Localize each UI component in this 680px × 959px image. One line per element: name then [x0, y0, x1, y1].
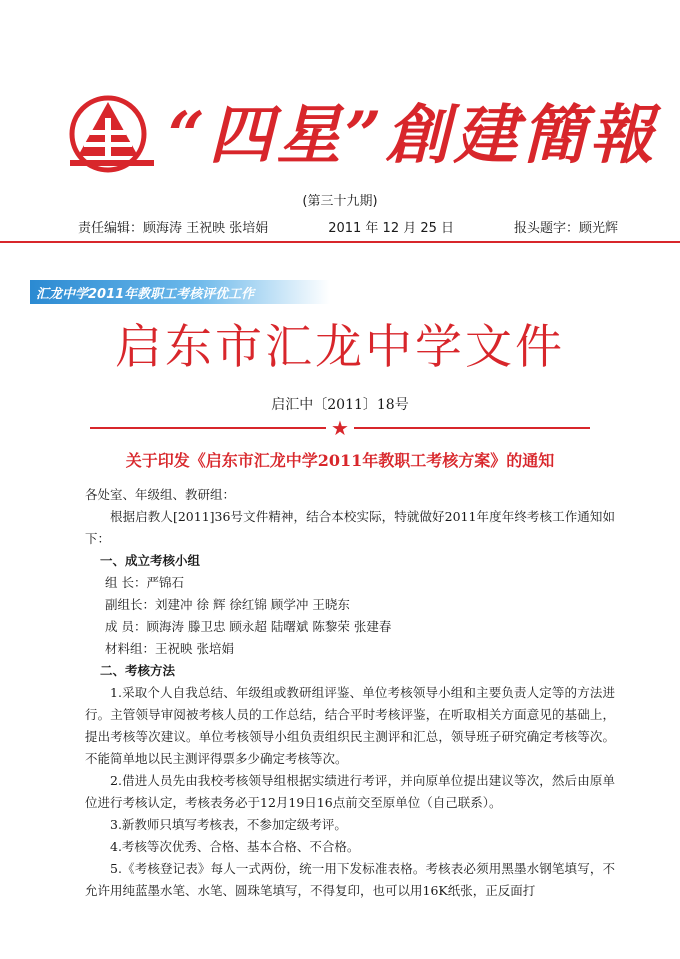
header-divider — [0, 241, 680, 243]
method-item: 2.借进人员先由我校考核领导组根据实绩进行考评，并向原单位提出建议等次，然后由原单位进行考核认定，考核表务必于12月19日16点前交至原单位（自己联系）。 — [85, 773, 615, 810]
intro-paragraph: 根据启教人[2011]36号文件精神，结合本校实际，特就做好2011年度年终考核工作通知如下： — [85, 509, 615, 546]
notice-title: 关于印发《启东市汇龙中学2011年教职工考核方案》的通知 — [125, 451, 555, 470]
greeting: 各处室、年级组、教研组： — [85, 487, 236, 502]
method-item: 4.考核等次优秀、合格、基本合格、不合格。 — [110, 839, 360, 854]
member-line: 成 员：顾海涛 滕卫忠 顾永超 陆曙斌 陈黎荣 张建春 — [105, 619, 392, 634]
calligraphy-credit: 报头题字：顾光辉 — [513, 221, 618, 236]
section-heading: 一、成立考核小组 — [100, 553, 201, 568]
method-item: 5.《考核登记表》每人一式两份，统一用下发标准表格。考核表必须用黑墨水钢笔填写，不允许用纯蓝墨水笔、水笔、圆珠笔填写，不得复印，也可以用16K纸张，正反面打 — [85, 861, 615, 898]
member-line: 材料组：王祝映 张培娟 — [105, 641, 234, 656]
document-number: 启汇中〔2011〕18号 — [271, 397, 409, 413]
notice-body — [85, 484, 615, 902]
issue-number: (第三十九期) — [302, 194, 378, 209]
masthead-title: “四星”創建簡報 — [168, 98, 658, 173]
star-icon: ★ — [331, 416, 349, 440]
document-title: 启东市汇龙中学文件 — [115, 320, 565, 375]
editors: 责任编辑：顾海涛 王祝映 张培娟 — [78, 221, 269, 236]
method-item: 1.采取个人自我总结、年级组或教研组评鉴、单位考核领导小组和主要负责人定等的方法进行。主管领导审阅被考核人员的工作总结，结合平时考核评鉴，在听取相关方面意见的基础上，提出考核等次建议。单位考核领导小组负责组织民主测评和汇总，领导班子研究确定考核等次。不能简单地以民主测评得票多少确定考核等次。 — [85, 685, 615, 766]
publish-date: 2011 年 12 月 25 日 — [328, 221, 455, 236]
divider-right — [354, 427, 590, 429]
divider-left — [90, 427, 326, 429]
method-item: 3.新教师只填写考核表，不参加定级考评。 — [110, 817, 347, 832]
section-banner-text: 汇龙中学2011年教职工考核评优工作 — [36, 287, 255, 302]
section-heading: 二、考核方法 — [100, 663, 176, 678]
school-logo — [64, 90, 160, 174]
editor-line — [78, 217, 618, 236]
member-line: 组 长：严锦石 — [105, 575, 184, 590]
member-line: 副组长：刘建冲 徐 辉 徐红锦 顾学冲 王晓东 — [105, 597, 350, 612]
